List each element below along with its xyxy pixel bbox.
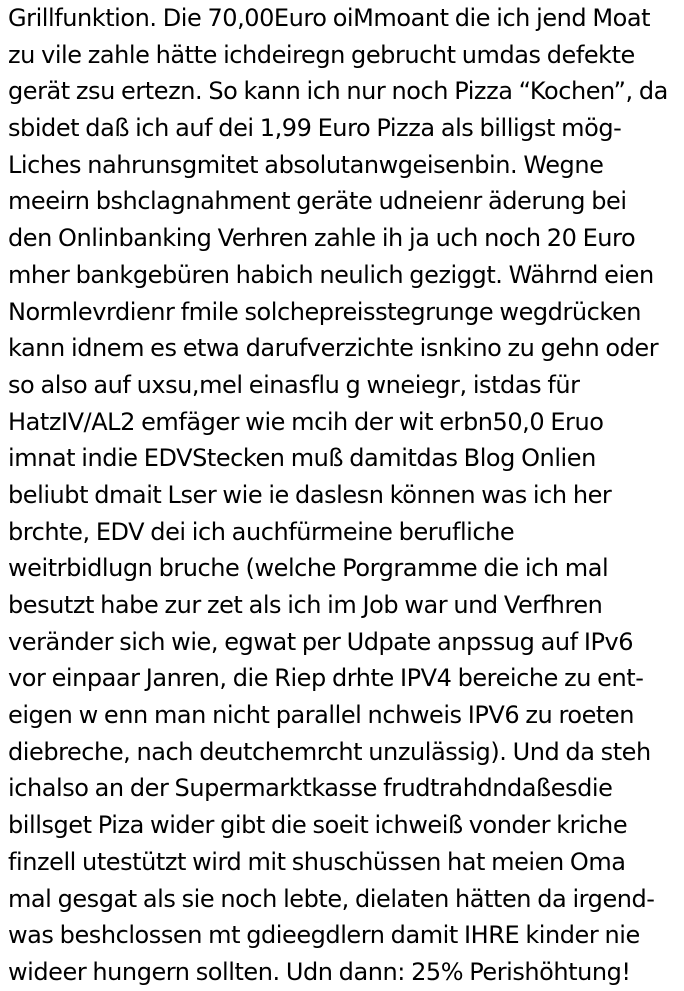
text-line: Normlevrdienr fmile solchepreisstegrunge wegdrücken bbox=[8, 297, 642, 326]
text-line: mher bankgebüren habich neulich geziggt. Währnd eien bbox=[8, 260, 654, 289]
text-line: Liches nahrunsgmitet absolutanwgeisenbin. Wegne bbox=[8, 150, 604, 179]
text-line: was beshclossen mt gdieegdlern damit IHRE kinder nie bbox=[8, 921, 640, 950]
text-line: weitrbidlugn bruche (welche Porgramme die ich mal bbox=[8, 554, 609, 583]
text-line: den Onlinbanking Verhren zahle ih ja uch noch 20 Euro bbox=[8, 224, 636, 253]
text-line: vor einpaar Janren, die Riep drhte IPV4 bereiche zu ent- bbox=[8, 664, 644, 693]
text-line: kann idnem es etwa darufverzichte isnkino zu gehn oder bbox=[8, 334, 659, 363]
text-line: veränder sich wie, egwat per Udpate anpssug auf IPv6 bbox=[8, 627, 634, 656]
body-text bbox=[8, 0, 680, 991]
text-line: ichalso an der Supermarktkasse frudtrahdndaßesdie bbox=[8, 774, 613, 803]
text-line: sbidet daß ich auf dei 1,99 Euro Pizza als billigst mög- bbox=[8, 114, 622, 143]
text-line: gerät zsu ertezn. So kann ich nur noch Pizza “Kochen”, da bbox=[8, 77, 668, 106]
text-line: mal gesgat als sie noch lebte, dielaten hätten da irgend- bbox=[8, 884, 655, 913]
text-line: billsget Piza wider gibt die soeit ichweiß vonder kriche bbox=[8, 811, 628, 840]
text-line: finzell utestützt wird mit shuschüssen hat meien Oma bbox=[8, 847, 626, 876]
text-line: brchte, EDV dei ich auchfürmeine berufliche bbox=[8, 517, 515, 546]
text-line: HatzIV/AL2 emfäger wie mcih der wit erbn50,0 Eruo bbox=[8, 407, 604, 436]
text-line: besutzt habe zur zet als ich im Job war und Verfhren bbox=[8, 591, 603, 619]
text-line: zu vile zahle hätte ichdeiregn gebrucht umdas defekte bbox=[8, 40, 635, 69]
text-line: beliubt dmait Lser wie ie daslesn können was ich her bbox=[8, 480, 612, 509]
text-line: Grillfunktion. Die 70,00Euro oiMmoant die ich jend Moat bbox=[8, 4, 651, 32]
text-line: diebreche, nach deutchemrcht unzulässig). Und da steh bbox=[8, 737, 651, 766]
text-line: so also auf uxsu,mel einasflu g wneiegr, istdas für bbox=[8, 370, 580, 399]
text-line: meeirn bshclagnahment geräte udneienr äderung bei bbox=[8, 187, 627, 216]
text-line: eigen w enn man nicht parallel nchweis IPV6 zu roeten bbox=[8, 701, 634, 730]
text-line: imnat indie EDVStecken muß damitdas Blog Onlien bbox=[8, 444, 596, 473]
text-line: wideer hungern sollten. Udn dann: 25% Perishöhtung! bbox=[8, 957, 631, 986]
